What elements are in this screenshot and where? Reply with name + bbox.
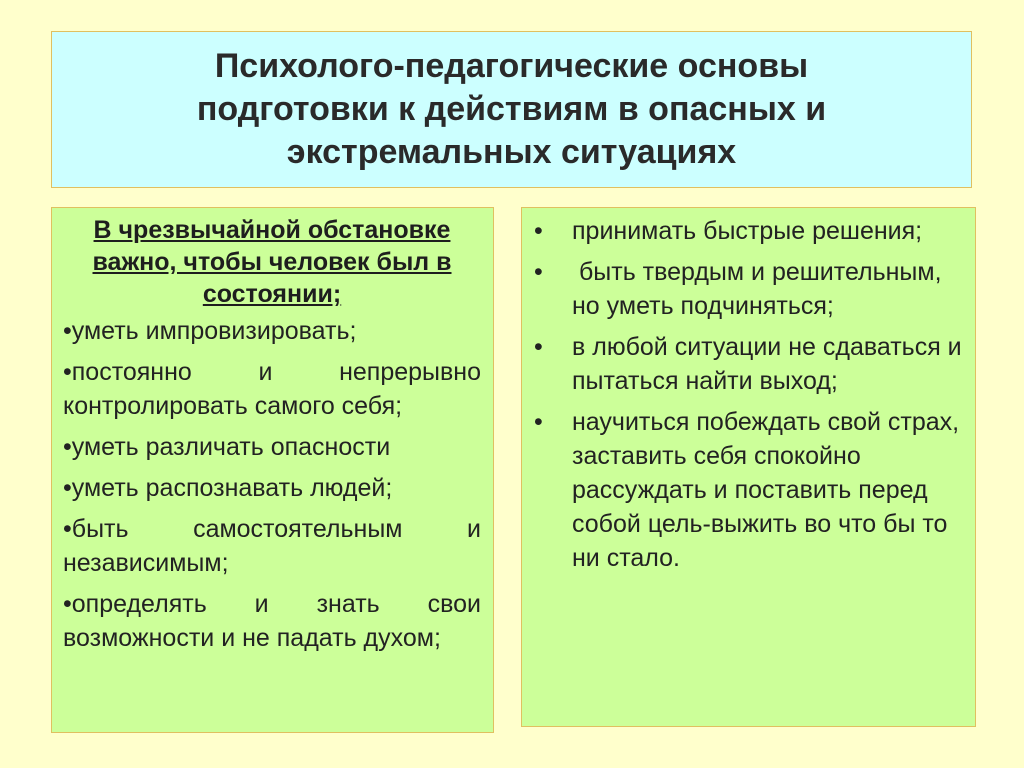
title-box <box>51 31 972 188</box>
list-item-text: в любой ситуации не сдаваться и пытаться найти выход; <box>572 333 962 395</box>
list-item: •определять и знать свои возможности и не падать духом; <box>63 590 481 652</box>
list-item <box>532 255 965 323</box>
list-item: •постоянно и непрерывно контролировать самого себя; <box>63 358 481 420</box>
list-item: •уметь импровизировать; <box>63 317 357 345</box>
list-item-text: быть твердым и решительным, но уметь подчиняться; <box>572 258 949 320</box>
left-panel-list <box>63 314 481 655</box>
bullet-icon: • <box>534 333 543 361</box>
bullet-icon: • <box>534 217 543 245</box>
list-item-text: научиться побеждать свой страх, заставить себя спокойно рассуждать и поставить перед собой цель-выжить во что бы то ни стало. <box>572 408 960 572</box>
slide-title: Психолого-педагогические основы подготовки к действиям в опасных и экстремальных ситуациях <box>196 47 827 171</box>
list-item: •уметь различать опасности <box>63 433 391 461</box>
bullet-icon: • <box>534 408 543 436</box>
bullet-icon: • <box>534 258 543 286</box>
left-panel <box>51 207 494 733</box>
list-item: •быть самостоятельным и независимым; <box>63 515 481 577</box>
right-panel <box>521 207 976 727</box>
list-item <box>532 214 965 248</box>
right-panel-list <box>532 214 965 575</box>
list-item: •уметь распознавать людей; <box>63 474 393 502</box>
list-item <box>532 330 965 398</box>
left-panel-heading: В чрезвычайной обстановке важно, чтобы человек был в состоянии; <box>92 216 452 308</box>
list-item <box>532 405 965 575</box>
list-item-text: принимать быстрые решения; <box>572 217 923 245</box>
